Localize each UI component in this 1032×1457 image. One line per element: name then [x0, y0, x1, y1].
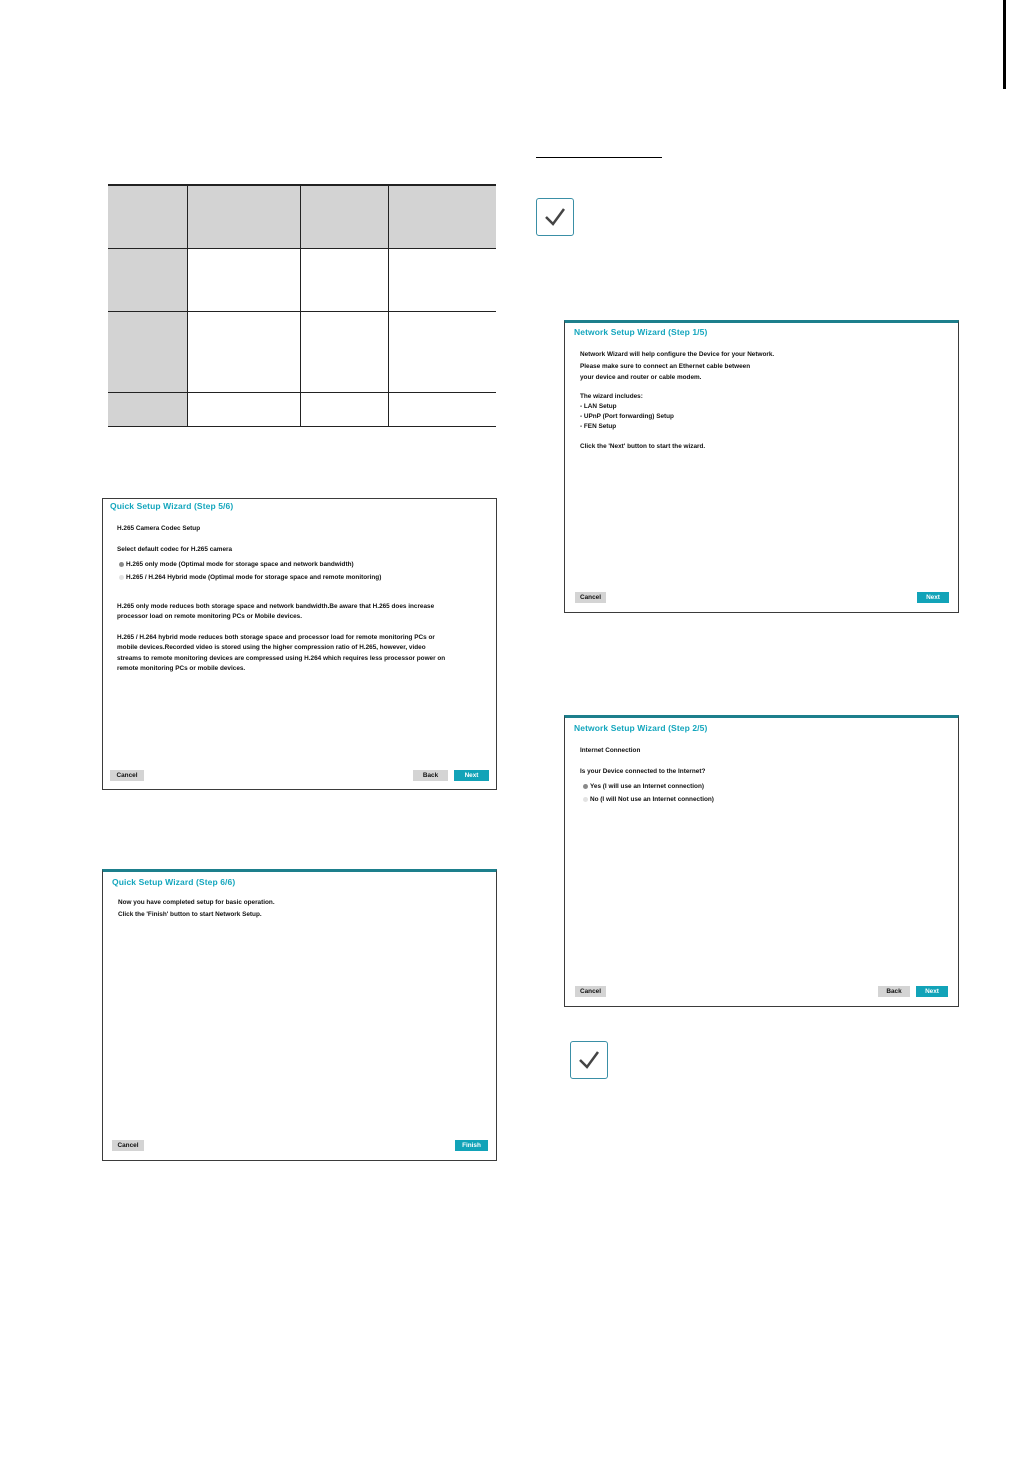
table-header-row	[108, 185, 496, 249]
description-line: processor load on remote monitoring PCs or Mobile devices.	[117, 613, 303, 621]
table-cell	[389, 312, 497, 393]
cancel-button[interactable]: Cancel	[575, 986, 606, 997]
note-check-icon	[570, 1041, 608, 1079]
dialog-message	[118, 898, 275, 921]
table-cell	[301, 249, 389, 312]
table-row-header	[108, 312, 188, 393]
next-button[interactable]: Next	[916, 986, 948, 997]
quick-setup-step6-dialog	[102, 869, 497, 1161]
hybrid-mode-radio[interactable]	[119, 574, 381, 581]
dialog-message	[580, 349, 774, 452]
dialog-title: Quick Setup Wizard (Step 5/6)	[110, 501, 234, 511]
internet-no-radio[interactable]	[583, 796, 714, 803]
description-line: H.265 / H.264 hybrid mode reduces both storage space and processor load for remote monitoring PCs or	[117, 634, 435, 641]
message-line: - FEN Setup	[580, 423, 617, 430]
table-row	[108, 312, 496, 393]
dialog-heading: H.265 Camera Codec Setup	[117, 525, 201, 532]
description-h265	[117, 602, 434, 623]
spec-table	[108, 184, 496, 427]
dialog-title: Network Setup Wizard (Step 2/5)	[574, 723, 708, 733]
message-line: Click the 'Next' button to start the wizard.	[580, 443, 706, 450]
note-check-icon	[536, 198, 574, 236]
finish-button[interactable]: Finish	[455, 1140, 488, 1151]
network-setup-step1-dialog	[564, 320, 959, 613]
next-button[interactable]: Next	[454, 770, 489, 781]
radio-label: No (I will Not use an Internet connection)	[590, 796, 714, 803]
message-line: Click the 'Finish' button to start Network Setup.	[118, 911, 262, 919]
table-row	[108, 249, 496, 312]
cancel-button[interactable]: Cancel	[110, 770, 144, 781]
message-line: Now you have completed setup for basic operation.	[118, 899, 275, 906]
description-line: streams to remote monitoring devices are compressed using H.264 which requires less processor power on	[117, 654, 446, 662]
message-line: - UPnP (Port forwarding) Setup	[580, 413, 674, 420]
table-cell	[301, 312, 389, 393]
radio-selected-icon	[119, 562, 124, 567]
message-line: your device and router or cable modem.	[580, 374, 702, 381]
description-hybrid	[117, 633, 445, 674]
description-line: remote monitoring PCs or mobile devices.	[117, 664, 246, 672]
back-button[interactable]: Back	[878, 986, 910, 997]
table-row-header	[108, 393, 188, 427]
table-cell	[301, 185, 389, 249]
table-row-header	[108, 249, 188, 312]
table-row	[108, 393, 496, 427]
table-cell	[389, 393, 497, 427]
table-cell	[389, 185, 497, 249]
table-cell	[188, 185, 301, 249]
quick-setup-step5-dialog	[102, 498, 497, 790]
message-line: The wizard includes:	[580, 393, 643, 400]
message-line: Network Wizard will help configure the Device for your Network.	[580, 351, 775, 358]
cancel-button[interactable]: Cancel	[575, 592, 606, 603]
table-cell	[188, 393, 301, 427]
internet-yes-radio[interactable]	[583, 783, 704, 790]
next-button[interactable]: Next	[917, 592, 949, 603]
radio-unselected-icon	[583, 797, 588, 802]
dialog-title: Network Setup Wizard (Step 1/5)	[574, 327, 708, 337]
dialog-prompt: Is your Device connected to the Internet?	[580, 768, 706, 775]
table-cell	[301, 393, 389, 427]
table-cell	[188, 312, 301, 393]
radio-unselected-icon	[119, 575, 124, 580]
dialog-heading: Internet Connection	[580, 747, 641, 754]
description-line: mobile devices.Recorded video is stored using the higher compression ratio of H.265, however, video	[117, 644, 426, 652]
page-edge-marker	[1003, 0, 1006, 89]
network-setup-step2-dialog	[564, 715, 959, 1007]
radio-label: H.265 / H.264 Hybrid mode (Optimal mode for storage space and remote monitoring)	[126, 574, 382, 581]
back-button[interactable]: Back	[413, 770, 448, 781]
section-divider	[536, 157, 662, 158]
table-cell	[188, 249, 301, 312]
radio-selected-icon	[583, 784, 588, 789]
table-cell	[389, 249, 497, 312]
message-line: - LAN Setup	[580, 403, 617, 410]
h265-only-radio[interactable]	[119, 561, 354, 568]
radio-label: H.265 only mode (Optimal mode for storage space and network bandwidth)	[126, 561, 354, 568]
table-cell	[108, 185, 188, 249]
radio-label: Yes (I will use an Internet connection)	[590, 783, 704, 790]
description-line: H.265 only mode reduces both storage space and network bandwidth.Be aware that H.265 does increase	[117, 603, 435, 610]
message-line: Please make sure to connect an Ethernet cable between	[580, 363, 751, 370]
dialog-title: Quick Setup Wizard (Step 6/6)	[112, 877, 236, 887]
cancel-button[interactable]: Cancel	[112, 1140, 144, 1151]
dialog-prompt: Select default codec for H.265 camera	[117, 546, 233, 553]
